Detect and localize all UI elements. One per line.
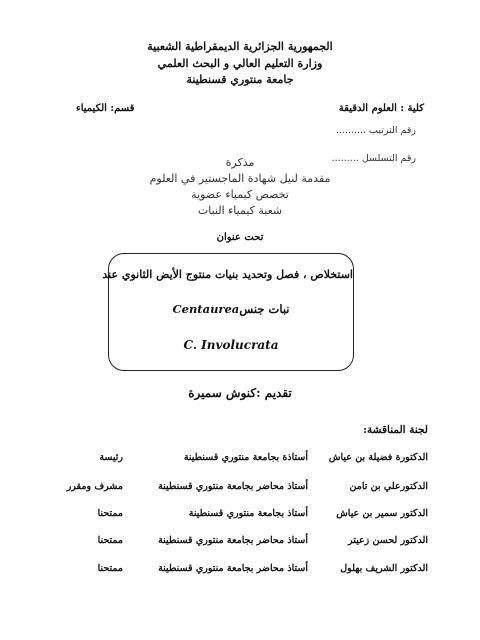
header-ministry: وزارة التعليم العالي و البحث العلمي — [157, 57, 323, 70]
serial-series: رقم التسلسل ......... — [331, 153, 416, 164]
jury-name: الدكتور الشريف بهلول — [340, 563, 428, 574]
jury-position: أستاذة بجامعة منتوري قسنطينة — [183, 452, 308, 463]
title-line-2 — [109, 302, 353, 316]
jury-heading: لجنة المناقشة: — [363, 424, 428, 436]
jury-name: الدكتور لحسن زعيتر — [348, 535, 428, 546]
jury-role: رئيسة — [99, 452, 123, 463]
memo-degree: مقدمة لنيل شهادة الماجستير في العلوم — [149, 172, 331, 185]
title-species: C. Involucrata — [183, 338, 279, 352]
jury-position: أستاذ محاضر بجامعة منتوري قسنطينة — [158, 535, 308, 546]
department-label: قسم: الكيمياء — [76, 103, 135, 114]
title-box — [102, 253, 354, 371]
jury-position: أستاذ محاضر بجامعة منتوري قسنطينة — [158, 563, 308, 574]
memo-branch: شعبة كيمياء النبات — [197, 204, 283, 217]
jury-role: ممتحنا — [97, 535, 123, 546]
jury-name: الدكتورعلي بن تامن — [349, 481, 428, 492]
jury-role: ممتحنا — [97, 508, 123, 519]
jury-role: ممتحنا — [97, 563, 123, 574]
memo-specialty: تخصص كيمياء عضوية — [191, 188, 289, 201]
title-genus-latin: Centaurea — [172, 302, 240, 316]
header-republic: الجمهورية الجزائرية الديمقراطية الشعبية — [147, 40, 333, 53]
title-line-1: استخلاص ، فصل وتحديد بنيات منتوج الأيض الثانوي عند — [102, 268, 353, 281]
presented-by: تقديم :كنوش سميرة — [188, 386, 292, 400]
title-genus-prefix: نبات جنس — [239, 302, 290, 316]
under-title-label: تحت عنوان — [216, 232, 264, 243]
faculty-label: كلية : العلوم الدقيقة — [338, 103, 424, 114]
jury-position: أستاذ بجامعة منتوري قسنطينة — [188, 508, 308, 519]
header-university: جامعة منتوري قسنطينة — [186, 73, 294, 86]
jury-position: أستاذ محاضر بجامعة منتوري قسنطينة — [158, 481, 308, 492]
jury-name: الدكتور سمير بن عياش — [336, 508, 428, 519]
jury-role: مشرف ومقرر — [66, 481, 123, 492]
serial-rank: رقم الترتيب .......... — [335, 125, 416, 136]
jury-name: الدكتورة فضيلة بن عياش — [328, 452, 428, 463]
memo-label: مذكرة — [225, 156, 255, 169]
